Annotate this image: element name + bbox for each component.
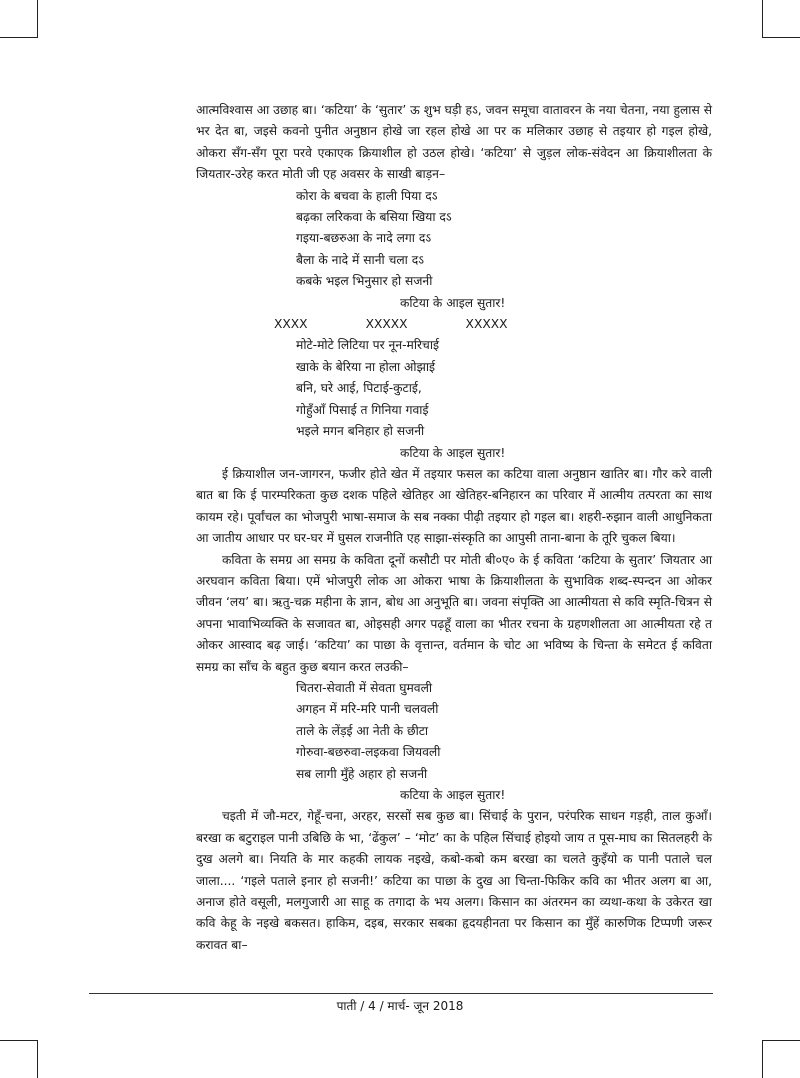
separator-marks xyxy=(196,314,712,335)
crop-mark-bottom-left-vertical xyxy=(37,1040,38,1078)
verse-line: गइया-बछरुआ के नादे लगा दऽ xyxy=(296,231,432,246)
crop-mark-top-right-horizontal xyxy=(762,37,800,38)
verse-line: गोरुवा-बछरुवा-लइकवा जियवली xyxy=(296,745,441,760)
footer-rule xyxy=(89,993,713,994)
paragraph-2: ई क्रियाशील जन-जागरन, फजीर होते खेत में तइयार फसल का कटिया वाला अनुष्ठान खातिर बा। गौर करे वाली बात बा कि ई पारम्परिकता कुछ दशक पहिले खेतिहर आ खेतिहर-बनिहारन का परिवार में आत्मीय तत्परता का साथ कायम रहे। पूर्वांचल का भोजपुरी भाषा-समाज के सब नक्का पीढ़ी तइयार हो गइल बा। शहरी-रुझान वाली आधुनिकता आ जातीय आधार पर घर-घर में घुसल राजनीति एह साझा-संस्कृति का आपुसी ताना-बाना के तूरि चुकल बिया। xyxy=(196,466,712,546)
verse-line: भइले मगन बनिहार हो सजनी xyxy=(296,424,425,439)
verse-block-2 xyxy=(196,335,712,442)
separator-mark: XXXX xyxy=(274,317,308,332)
separator-mark: XXXXX xyxy=(365,317,408,332)
crop-mark-top-left-vertical xyxy=(37,0,38,38)
verse-line: बढ़का लरिकवा के बसिया खिया दऽ xyxy=(296,210,452,225)
refrain-line: कटिया के आइल सुतार! xyxy=(400,295,506,310)
refrain-line: कटिया के आइल सुतार! xyxy=(400,445,506,460)
paragraph-1: आत्मविश्वास आ उछाह बा। ‘कटिया’ के ‘सुतार’ ऊ शुभ घड़ी हऽ, जवन समूचा वातावरन के नया चेतना, नया हुलास से भर देत बा, जइसे कवनो पुनीत अनुष्ठान होखे जा रहल होखे आ पर क मलिकार उछाह से तइयार हो गइल होखे, ओकरा सँग-सँग पूरा परवे एकाएक क्रियाशील हो उठल होखे। ‘कटिया’ से जुड़ल लोक-संवेदन आ क्रियाशीलता के जियतार-उरेह करत मोती जी एह अवसर के साखी बाड़न– xyxy=(196,103,712,182)
verse-line: बनि, घरे आई, पिटाई-कुटाई, xyxy=(296,381,422,396)
verse-line: चितरा-सेवाती में सेवता घुमवली xyxy=(296,680,433,695)
paragraph-3: कविता के समग्र आ समग्र के कविता दूनों कसौटी पर मोती बी०ए० के ई कविता ‘कटिया के सुतार’ जियतार आ अरघवान कविता बिया। एमें भोजपुरी लोक आ ओकरा भाषा के क्रियाशीलता के सुभाविक शब्द-स्पन्दन आ ओकर जीवन ‘लय’ बा। ऋतु-चक्र महीना के ज्ञान, बोध आ अनुभूति बा। जवना संपृक्ति आ आत्मीयता से कवि स्मृति-चित्रन से अपना भावाभिव्यक्ति के सजावत बा, ओइसही अगर पढ़हूँ वाला का भीतर रचना के ग्रहणशीलता आ आत्मीयता रहे त ओकर आस्वाद बढ़ जाई। ‘कटिया’ का पाछा के वृत्तान्त, वर्तमान के चोट आ भविष्य के चिन्ता के समेटत ई कविता समग्र का साँच के बहुत कुछ बयान करत लउकी– xyxy=(196,552,712,674)
verse-line: कोरा के बचवा के हाली पिया दऽ xyxy=(296,188,438,203)
article-body xyxy=(196,100,712,956)
verse-line: मोटे-मोटे लिटिया पर नून-मरिचाई xyxy=(296,338,440,353)
crop-mark-bottom-right-horizontal xyxy=(762,1040,800,1041)
verse-line: बैला के नादे में सानी चला दऽ xyxy=(296,252,424,267)
separator-mark: XXXXX xyxy=(465,317,508,332)
verse-line: सब लागी मुँहे अहार हो सजनी xyxy=(296,766,428,781)
crop-mark-bottom-right-vertical xyxy=(762,1040,763,1078)
verse-line: अगहन में मरि-मरि पानी चलवली xyxy=(296,702,439,717)
verse-line: खाके के बेरिया ना होला ओझाई xyxy=(296,359,436,374)
crop-mark-bottom-left-horizontal xyxy=(0,1040,38,1041)
page-footer: पाती / 4 / मार्च- जून 2018 xyxy=(336,999,464,1013)
refrain-line: कटिया के आइल सुतार! xyxy=(400,788,506,802)
crop-mark-top-left-horizontal xyxy=(0,37,38,38)
verse-line: कबके भइल भिनुसार हो सजनी xyxy=(296,274,433,289)
verse-line: ताले के लेंड़ई आ नेती के छीटा xyxy=(296,723,429,738)
verse-line: गोहुँआँ पिसाई त गिनिया गवाई xyxy=(296,402,429,417)
paragraph-4: चइती में जौ-मटर, गेहूँ-चना, अरहर, सरसों सब कुछ बा। सिंचाई के पुरान, परंपरिक साधन गड़ही, ताल कुआँ। बरखा क बटुराइल पानी उबिछि के भा, ‘ढेंकुल’ – ‘मोट’ का के पहिल सिंचाई होइयो जाय त पूस-माघ का सितलहरी के दुख अलगे बा। नियति के मार कहकी लायक नइखे, कबो-कबो कम बरखा का चलते कुइँयो क पानी पताले चल जाला.... ‘गइले पताले इनार हो सजनी!’ कटिया का पाछा के दुख आ चिन्ता-फिकिर कवि का भीतर अलग बा आ, अनाज होते वसूली, मलगुजारी आ साहू क तगादा के भय अलग। किसान का अंतरमन का व्यथा-कथा के उकेरत खा कवि केहू के नइखे बकसत। हाकिम, दइब, सरकार सबका हृदयहीनता पर किसान का मुँहें कारुणिक टिप्पणी जरूर करावत बा– xyxy=(196,809,712,952)
crop-mark-top-right-vertical xyxy=(762,0,763,38)
verse-block-1 xyxy=(196,186,712,293)
verse-block-3 xyxy=(196,678,712,785)
